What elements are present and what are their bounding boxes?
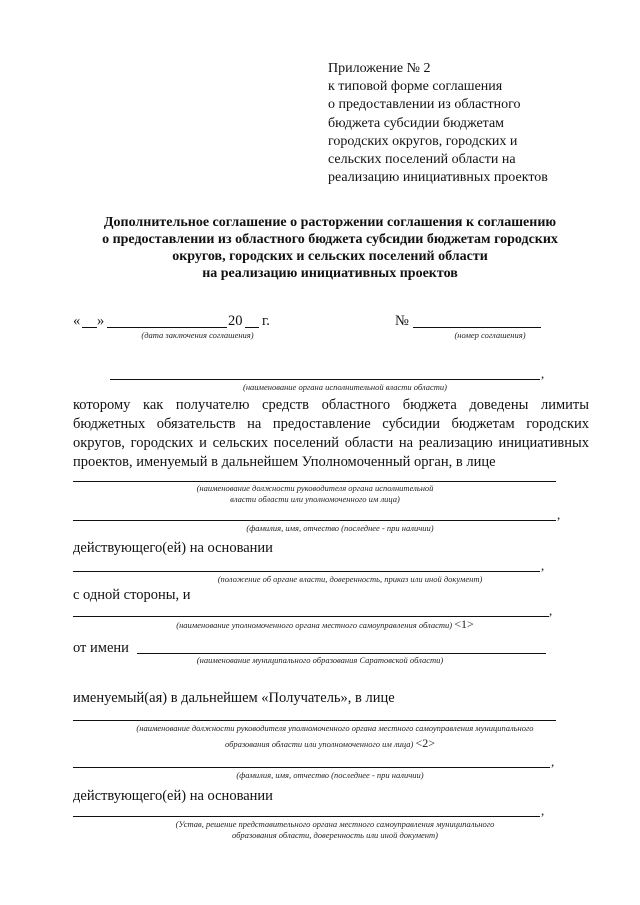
- appendix-line: к типовой форме соглашения: [328, 79, 503, 95]
- paragraph-line: которому как получателю средств областного бюджета доведены лимиты: [73, 397, 589, 413]
- recipient-basis-caption: (Устав, решение представительного органа местного самоуправления муниципального: [175, 819, 495, 829]
- authority-name-field[interactable]: [110, 379, 540, 380]
- main-paragraph: [73, 396, 589, 472]
- one-side-label: с одной стороны, и: [73, 587, 191, 603]
- recipient-basis-field[interactable]: [73, 816, 540, 817]
- number-sign: №: [395, 313, 409, 329]
- comma: ,: [549, 603, 553, 618]
- appendix-line: о предоставлении из областного: [328, 97, 521, 113]
- year-prefix: 20: [228, 313, 243, 329]
- recipient-fio-caption: (фамилия, имя, отчество (последнее - при наличии): [236, 770, 424, 780]
- title-line: округов, городских и сельских поселений области: [172, 249, 488, 264]
- local-body-caption-text: (наименование уполномоченного органа местного самоуправления области): [176, 620, 453, 630]
- municipality-field[interactable]: [137, 653, 546, 654]
- paragraph-line: округов, городских и сельских поселений области на реализацию инициативных: [73, 435, 589, 451]
- footnote-ref[interactable]: <2>: [415, 736, 436, 750]
- recipient-fio-field[interactable]: [73, 767, 550, 768]
- title-line: Дополнительное соглашение о расторжении соглашения к соглашению: [103, 215, 557, 230]
- on-behalf-label: от имени: [73, 640, 129, 656]
- head-position-caption: (наименование должности руководителя органа исполнительной: [196, 483, 434, 493]
- recipient-label: именуемый(ая) в дальнейшем «Получатель», в лице: [73, 690, 395, 706]
- basis-field[interactable]: [73, 571, 540, 572]
- paragraph-line: проектов, именуемый в дальнейшем Уполномоченный орган, в лице: [73, 454, 496, 470]
- basis-caption: (положение об органе власти, доверенность, приказ или иной документ): [217, 574, 483, 584]
- paragraph-line: бюджетных обязательств на предоставление субсидии бюджетам городских: [73, 416, 589, 432]
- head-position-field[interactable]: [73, 481, 556, 482]
- recipient-head-field[interactable]: [73, 720, 556, 721]
- acting-label: действующего(ей) на основании: [73, 540, 273, 556]
- document-title: [60, 214, 600, 282]
- footnote-ref[interactable]: <1>: [454, 617, 474, 631]
- local-body-caption: [115, 619, 535, 631]
- title-line: на реализацию инициативных проектов: [202, 266, 458, 281]
- authority-name-caption: (наименование органа исполнительной власти области): [242, 382, 447, 392]
- title-line: о предоставлении из областного бюджета субсидии бюджетам городских: [102, 232, 558, 247]
- recipient-basis-caption: образования области, доверенность или иной документ): [232, 830, 438, 840]
- agreement-number-field[interactable]: [413, 327, 541, 328]
- head-fio-field[interactable]: [73, 520, 556, 521]
- acting-label: действующего(ей) на основании: [73, 788, 273, 804]
- date-caption: (дата заключения соглашения): [141, 330, 254, 340]
- year-field[interactable]: [245, 327, 259, 328]
- comma: ,: [551, 754, 555, 769]
- number-caption: (номер соглашения): [454, 330, 526, 340]
- recipient-head-caption-text: образования области или уполномоченного им лица): [224, 739, 414, 749]
- local-body-field[interactable]: [73, 616, 549, 617]
- municipality-caption: (наименование муниципального образования Саратовской области): [196, 655, 444, 665]
- date-quote-open: «: [73, 313, 81, 329]
- comma: ,: [541, 366, 545, 381]
- head-fio-caption: (фамилия, имя, отчество (последнее - при наличии): [246, 523, 434, 533]
- comma: ,: [557, 507, 561, 522]
- date-quote-close: »: [97, 313, 105, 329]
- appendix-header: [328, 60, 588, 187]
- appendix-line: бюджета субсидии бюджетам: [328, 115, 505, 131]
- appendix-line: реализацию инициативных проектов: [328, 170, 548, 186]
- head-position-caption: власти области или уполномоченного им лица): [230, 494, 400, 504]
- appendix-line: городских округов, городских и: [328, 133, 518, 149]
- comma: ,: [541, 803, 545, 818]
- comma: ,: [541, 558, 545, 573]
- year-suffix: г.: [262, 313, 270, 329]
- recipient-head-caption: [120, 738, 540, 750]
- month-field[interactable]: [107, 327, 227, 328]
- appendix-line: Приложение № 2: [328, 61, 431, 76]
- appendix-line: сельских поселений области на: [328, 152, 516, 168]
- day-field[interactable]: [82, 327, 97, 328]
- recipient-head-caption: (наименование должности руководителя уполномоченного органа местного самоуправления муниципального: [136, 723, 534, 733]
